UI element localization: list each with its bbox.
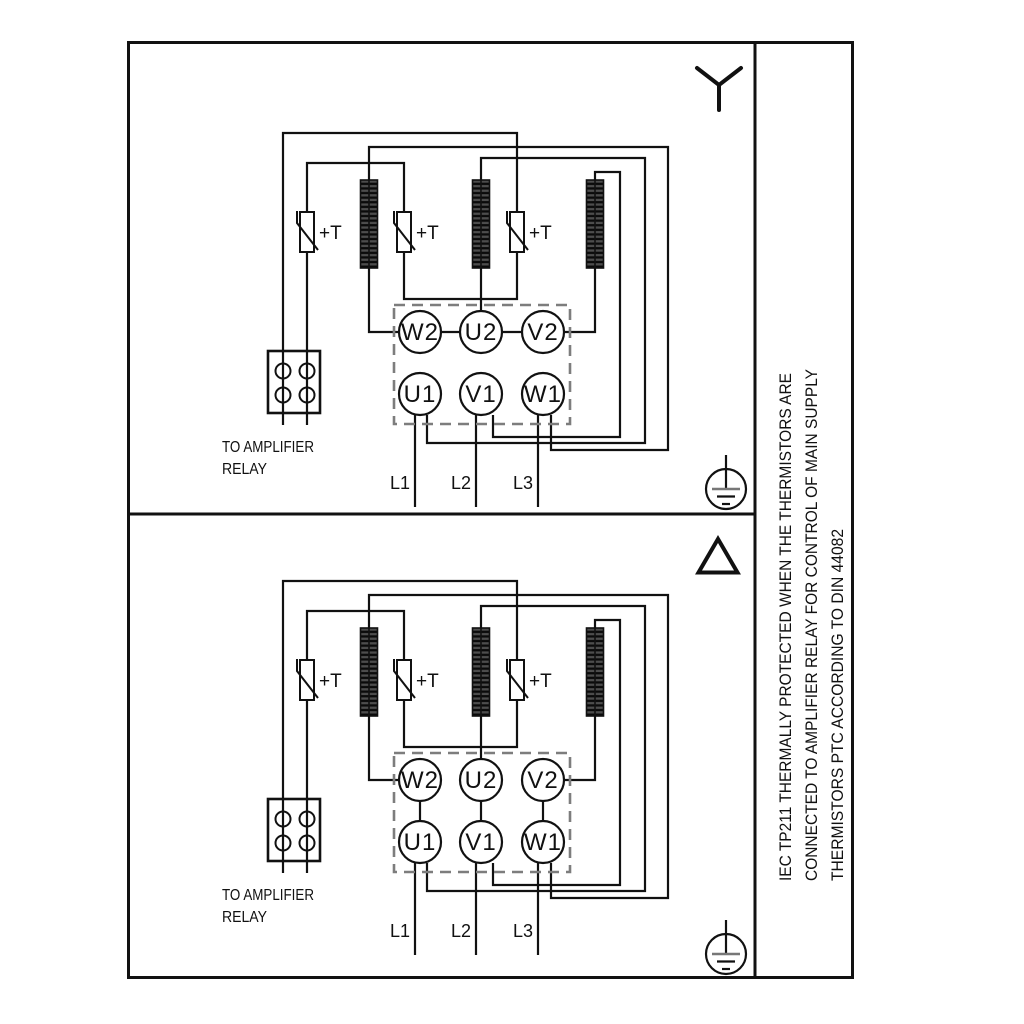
side-note-line2: CONNECTED TO AMPLIFIER RELAY FOR CONTROL OF MAIN SUPPLY bbox=[803, 335, 821, 881]
terminal-u1-label: U1 bbox=[403, 829, 437, 856]
delta-panel bbox=[222, 539, 746, 974]
delta-connection-icon bbox=[699, 539, 738, 573]
mains-l3-label: L3 bbox=[512, 473, 533, 493]
thermistor-1 bbox=[297, 659, 342, 700]
terminal-w2 bbox=[399, 311, 441, 353]
terminal-v1-label: V1 bbox=[465, 381, 497, 408]
mains-l1-label: L1 bbox=[389, 473, 410, 493]
star-panel bbox=[222, 68, 746, 509]
terminal-v2 bbox=[522, 311, 564, 353]
wire-thermistor1-thermistor2 bbox=[307, 611, 404, 660]
winding-coil-v bbox=[587, 628, 604, 716]
mains-l1-label: L1 bbox=[389, 921, 410, 941]
terminal-v2-label: V2 bbox=[527, 767, 559, 794]
terminal-w1 bbox=[522, 821, 564, 863]
winding-coil-v bbox=[587, 180, 604, 268]
wire-thermistor1-thermistor2 bbox=[307, 163, 404, 212]
winding-coil-u bbox=[473, 628, 490, 716]
terminal-v1 bbox=[460, 821, 502, 863]
earth-ground-icon bbox=[706, 920, 746, 974]
side-note-column bbox=[777, 335, 847, 881]
winding-coil-w bbox=[361, 180, 378, 268]
mains-l2-label: L2 bbox=[450, 473, 471, 493]
amplifier-relay-connector bbox=[268, 799, 320, 861]
terminal-w2 bbox=[399, 759, 441, 801]
terminal-u2-label: U2 bbox=[464, 319, 498, 346]
thermistor-3-label: +T bbox=[529, 223, 552, 244]
thermistor-2-label: +T bbox=[416, 223, 439, 244]
mains-l2-label: L2 bbox=[450, 921, 471, 941]
thermistor-3-label: +T bbox=[529, 671, 552, 692]
relay-note-line2: RELAY bbox=[222, 461, 267, 478]
side-note-line1: IEC TP211 THERMALLY PROTECTED WHEN THE THERMISTORS ARE bbox=[777, 339, 795, 881]
winding-coil-w bbox=[361, 628, 378, 716]
terminal-w1-label: W1 bbox=[524, 381, 562, 408]
wire-coil3-to-v2 bbox=[564, 716, 595, 780]
star-connection-icon bbox=[697, 68, 741, 110]
thermistor-1-label: +T bbox=[319, 223, 342, 244]
terminal-u1 bbox=[399, 821, 441, 863]
thermistor-3 bbox=[507, 659, 552, 700]
relay-note-line1: TO AMPLIFIER bbox=[222, 439, 314, 456]
terminal-w2-label: W2 bbox=[401, 319, 439, 346]
terminal-u2 bbox=[460, 311, 502, 353]
terminal-u1 bbox=[399, 373, 441, 415]
terminal-u2 bbox=[460, 759, 502, 801]
thermistor-2-label: +T bbox=[416, 671, 439, 692]
terminal-v1-label: V1 bbox=[465, 829, 497, 856]
terminal-v1 bbox=[460, 373, 502, 415]
terminal-w1 bbox=[522, 373, 564, 415]
thermistor-2 bbox=[394, 659, 439, 700]
wire-coil3-to-v2 bbox=[564, 268, 595, 332]
thermistor-3 bbox=[507, 211, 552, 252]
side-note-line3: THERMISTORS PTC ACCORDING TO DIN 44082 bbox=[829, 508, 847, 881]
thermistor-1-label: +T bbox=[319, 671, 342, 692]
earth-ground-icon bbox=[706, 455, 746, 509]
thermistor-1 bbox=[297, 211, 342, 252]
terminal-w1-label: W1 bbox=[524, 829, 562, 856]
terminal-u2-label: U2 bbox=[464, 767, 498, 794]
thermistor-2 bbox=[394, 211, 439, 252]
terminal-u1-label: U1 bbox=[403, 381, 437, 408]
wire-thermistor2-thermistor3 bbox=[404, 700, 517, 747]
wire-coil1-to-w2 bbox=[369, 716, 399, 780]
terminal-v2 bbox=[522, 759, 564, 801]
mains-l3-label: L3 bbox=[512, 921, 533, 941]
relay-note-line2: RELAY bbox=[222, 909, 267, 926]
winding-coil-u bbox=[473, 180, 490, 268]
wire-thermistor2-thermistor3 bbox=[404, 252, 517, 299]
amplifier-relay-connector bbox=[268, 351, 320, 413]
terminal-w2-label: W2 bbox=[401, 767, 439, 794]
wire-coil1-to-w2 bbox=[369, 268, 399, 332]
relay-note-line1: TO AMPLIFIER bbox=[222, 887, 314, 904]
terminal-v2-label: V2 bbox=[527, 319, 559, 346]
